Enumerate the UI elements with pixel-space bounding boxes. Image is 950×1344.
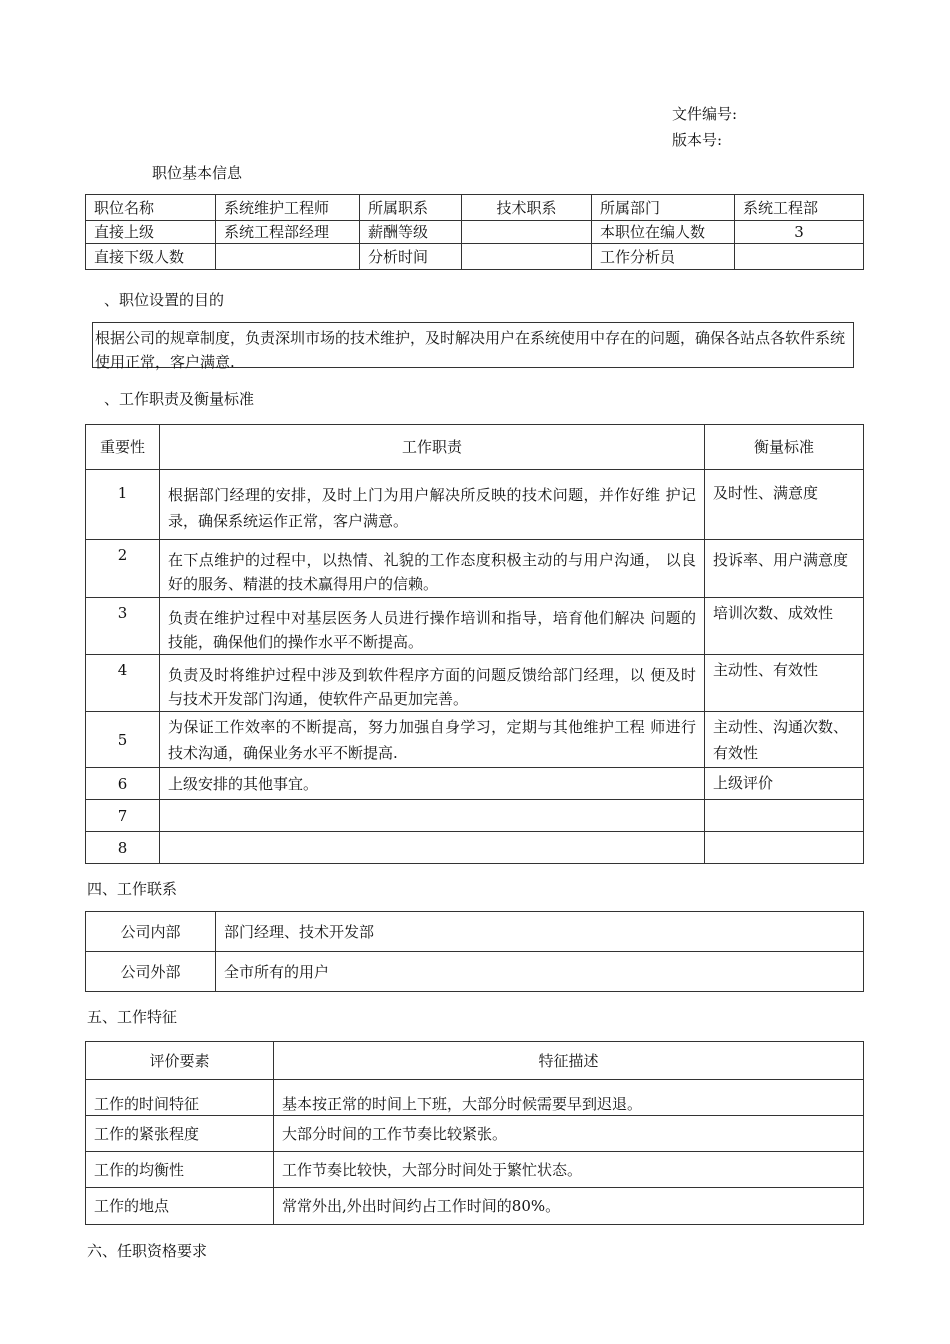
cell: 工作节奏比较快，大部分时间处于繁忙状态。: [274, 1152, 864, 1188]
cell: 为保证工作效率的不断提高，努力加强自身学习，定期与其他维护工程 师进行技术沟通，确保业务水平不断提高.: [160, 712, 705, 768]
cell: 上级评价: [705, 768, 864, 800]
cell: 公司内部: [86, 912, 216, 952]
cell: 8: [86, 832, 160, 864]
cell: 分析时间: [360, 244, 462, 270]
cell: 6: [86, 768, 160, 800]
cell: 及时性、满意度: [705, 470, 864, 540]
cell: 2: [86, 540, 160, 598]
cell: [705, 832, 864, 864]
cell: 直接下级人数: [86, 244, 216, 270]
contacts-table: [85, 911, 864, 992]
cell: 薪酬等级: [360, 221, 462, 244]
cell: [735, 244, 864, 270]
cell: 在下点维护的过程中，以热情、礼貌的工作态度积极主动的与用户沟通， 以良好的服务、精湛的技术赢得用户的信赖。: [160, 540, 705, 598]
purpose-box: [92, 322, 854, 371]
cell: 工作的紧张程度: [86, 1116, 274, 1152]
file-number-label: 文件编号:: [672, 105, 738, 123]
cell: 技术职系: [462, 195, 592, 221]
cell: 3: [86, 598, 160, 655]
qualifications-title: 六、任职资格要求: [87, 1242, 208, 1260]
header-cell: 工作职责: [160, 425, 705, 470]
cell: 常常外出,外出时间约占工作时间的80%。: [274, 1188, 864, 1225]
cell: 本职位在编人数: [592, 221, 735, 244]
contacts-title: 四、工作联系: [87, 880, 178, 898]
cell: 1: [86, 470, 160, 540]
cell: [160, 800, 705, 832]
cell: 3: [735, 221, 864, 244]
cell: [462, 244, 592, 270]
cell: 基本按正常的时间上下班，大部分时候需要早到迟退。: [274, 1080, 864, 1116]
cell: [705, 800, 864, 832]
cell: 工作的均衡性: [86, 1152, 274, 1188]
cell: 主动性、有效性: [705, 655, 864, 712]
features-table: [85, 1041, 864, 1225]
duties-table: [85, 424, 864, 864]
header-cell: 衡量标准: [705, 425, 864, 470]
cell: 系统工程部经理: [216, 221, 360, 244]
cell: 负责在维护过程中对基层医务人员进行操作培训和指导，培育他们解决 问题的技能，确保他们的操作水平不断提高。: [160, 598, 705, 655]
cell: 主动性、沟通次数、有效性: [705, 712, 864, 768]
cell: 职位名称: [86, 195, 216, 221]
header-cell: 评价要素: [86, 1042, 274, 1080]
cell: 所属职系: [360, 195, 462, 221]
basic-info-title: 职位基本信息: [152, 164, 243, 182]
cell: 工作的地点: [86, 1188, 274, 1225]
cell: 工作的时间特征: [86, 1080, 274, 1116]
cell: [462, 221, 592, 244]
cell: [160, 832, 705, 864]
features-title: 五、工作特征: [87, 1008, 178, 1026]
header-cell: 重要性: [86, 425, 160, 470]
purpose-text: 根据公司的规章制度，负责深圳市场的技术维护，及时解决用户在系统使用中存在的问题，确保各站点各软件系统使用正常，客户满意.: [95, 329, 846, 371]
header-cell: 特征描述: [274, 1042, 864, 1080]
cell: 投诉率、用户满意度: [705, 540, 864, 598]
cell: 4: [86, 655, 160, 712]
cell: 系统维护工程师: [216, 195, 360, 221]
cell: [216, 244, 360, 270]
version-number-label: 版本号:: [672, 131, 723, 149]
cell: 7: [86, 800, 160, 832]
cell: 所属部门: [592, 195, 735, 221]
basic-info-table: [85, 194, 864, 270]
cell: 全市所有的用户: [216, 952, 864, 992]
cell: 工作分析员: [592, 244, 735, 270]
cell: 负责及时将维护过程中涉及到软件程序方面的问题反馈给部门经理，以 便及时与技术开发部门沟通，使软件产品更加完善。: [160, 655, 705, 712]
cell: 上级安排的其他事宜。: [160, 768, 705, 800]
cell: 部门经理、技术开发部: [216, 912, 864, 952]
cell: 公司外部: [86, 952, 216, 992]
cell: 直接上级: [86, 221, 216, 244]
cell: 大部分时间的工作节奏比较紧张。: [274, 1116, 864, 1152]
cell: 系统工程部: [735, 195, 864, 221]
cell: 培训次数、成效性: [705, 598, 864, 655]
duties-title: 、工作职责及衡量标准: [104, 390, 255, 408]
cell: 5: [86, 712, 160, 768]
cell: 根据部门经理的安排，及时上门为用户解决所反映的技术问题，并作好维 护记录，确保系统运作正常，客户满意。: [160, 470, 705, 540]
purpose-title: 、职位设置的目的: [104, 291, 225, 309]
